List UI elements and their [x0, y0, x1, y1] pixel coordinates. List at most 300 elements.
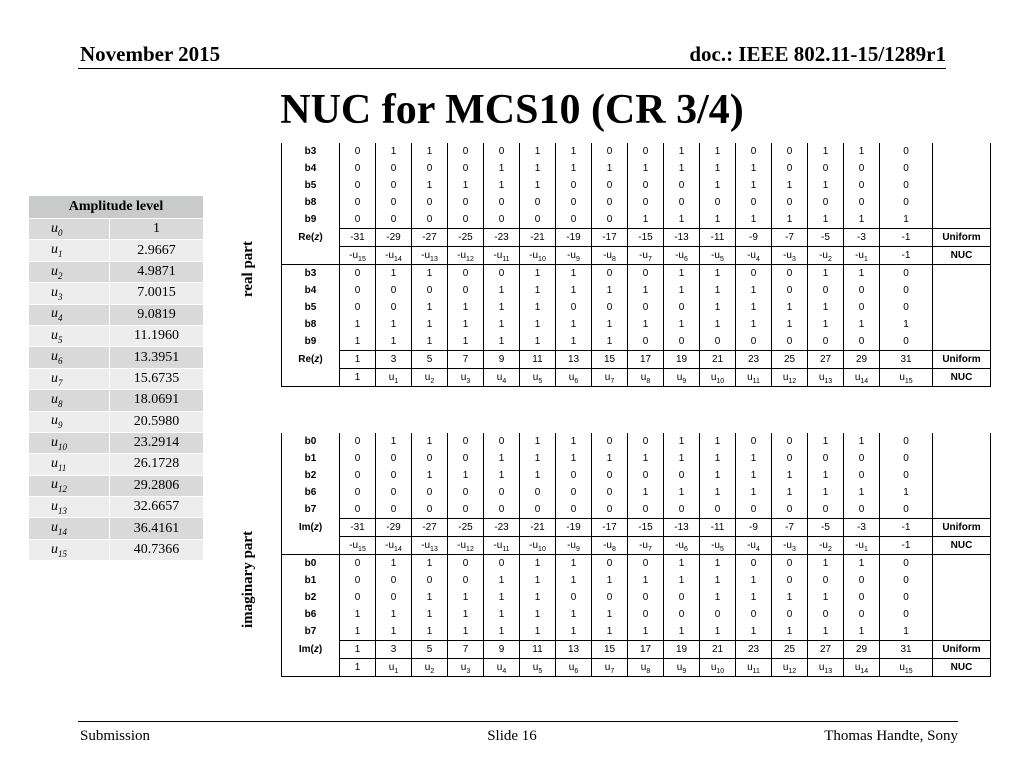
uniform-value: 9 — [484, 351, 520, 369]
bit-value: 0 — [448, 501, 484, 519]
amplitude-symbol-index: 7 — [58, 377, 63, 388]
bit-value: 1 — [520, 467, 556, 484]
label-close: ) — [318, 522, 323, 533]
nuc-index: 8 — [612, 546, 616, 553]
nuc-index: 14 — [860, 668, 869, 675]
nuc-index: 11 — [502, 256, 510, 263]
nuc-value — [700, 369, 736, 387]
uniform-value: 13 — [556, 351, 592, 369]
nuc-index: 15 — [904, 668, 913, 675]
bit-value: 1 — [556, 160, 592, 177]
bit-value: 1 — [664, 211, 700, 229]
bit-value: 1 — [844, 623, 880, 641]
bit-value: 0 — [880, 433, 933, 450]
extra-cell — [933, 572, 991, 589]
bit-value: 0 — [340, 299, 376, 316]
bit-value: 0 — [340, 211, 376, 229]
uniform-value: -21 — [520, 519, 556, 537]
bit-value: 1 — [772, 211, 808, 229]
footer-author: Thomas Handte, Sony — [824, 728, 958, 744]
uniform-value: -31 — [340, 229, 376, 247]
uniform-row — [282, 351, 991, 369]
bit-value: 0 — [592, 501, 628, 519]
bit-value: 1 — [880, 484, 933, 501]
bit-value: 0 — [340, 484, 376, 501]
amplitude-symbol-base: u — [51, 349, 58, 365]
label-close: ) — [318, 644, 323, 655]
bit-value: 1 — [736, 177, 772, 194]
bit-value: 0 — [628, 606, 664, 623]
bit-value: 0 — [808, 282, 844, 299]
nuc-symbol: -u — [567, 250, 576, 261]
nuc-value — [592, 537, 628, 555]
row-label — [282, 229, 340, 247]
bit-value: 0 — [484, 501, 520, 519]
bit-value: 0 — [880, 501, 933, 519]
amplitude-symbol — [29, 454, 110, 475]
bit-value: 1 — [448, 589, 484, 606]
nuc-index: 2 — [430, 668, 435, 675]
bit-value: 0 — [592, 484, 628, 501]
uniform-value: 31 — [880, 351, 933, 369]
bit-name: b5 — [282, 299, 340, 316]
extra-cell — [933, 450, 991, 467]
amplitude-symbol — [29, 261, 110, 282]
amplitude-symbol — [29, 539, 110, 560]
extra-cell — [933, 623, 991, 641]
amplitude-row — [29, 497, 204, 518]
amplitude-value: 20.5980 — [110, 411, 204, 432]
uniform-value: 27 — [808, 641, 844, 659]
bit-value: 1 — [376, 316, 412, 333]
bit-value: 1 — [448, 316, 484, 333]
nuc-index: 6 — [684, 546, 688, 553]
bit-value: 1 — [664, 484, 700, 501]
bit-value: 0 — [736, 555, 772, 573]
label-close: ) — [319, 232, 323, 243]
nuc-tag: NUC — [933, 659, 991, 677]
nuc-index: 15 — [358, 256, 366, 263]
amplitude-row — [29, 454, 204, 475]
uniform-tag: Uniform — [933, 519, 991, 537]
nuc-index: 10 — [538, 256, 546, 263]
nuc-row — [282, 659, 991, 677]
amplitude-symbol — [29, 325, 110, 346]
bit-row — [282, 316, 991, 333]
amplitude-row — [29, 368, 204, 389]
bit-value: 1 — [340, 606, 376, 623]
nuc-value — [412, 537, 448, 555]
bit-value: 0 — [340, 433, 376, 450]
bit-value: 0 — [628, 194, 664, 211]
header-divider — [78, 68, 946, 69]
amplitude-symbol-index: 2 — [58, 270, 63, 281]
bit-value: 1 — [880, 316, 933, 333]
uniform-value: -7 — [772, 519, 808, 537]
bit-value: 1 — [484, 450, 520, 467]
amplitude-header: Amplitude level — [29, 196, 204, 219]
amplitude-row — [29, 432, 204, 453]
amplitude-symbol-base: u — [51, 413, 58, 429]
nuc-value — [664, 537, 700, 555]
bit-value: 0 — [628, 555, 664, 573]
nuc-index: 6 — [684, 256, 688, 263]
uniform-value: -3 — [844, 519, 880, 537]
nuc-value — [340, 247, 376, 265]
nuc-value — [484, 247, 520, 265]
bit-row — [282, 572, 991, 589]
amplitude-level-table — [28, 195, 204, 561]
bit-value: 1 — [844, 433, 880, 450]
uniform-value: 23 — [736, 641, 772, 659]
uniform-value: 23 — [736, 351, 772, 369]
uniform-value: 27 — [808, 351, 844, 369]
bit-value: 0 — [340, 501, 376, 519]
label-prefix: Im( — [298, 522, 314, 533]
nuc-symbol: u — [424, 372, 431, 383]
nuc-value — [700, 247, 736, 265]
bit-value: 0 — [844, 333, 880, 351]
bit-value: 1 — [484, 606, 520, 623]
nuc-index: 4 — [502, 668, 507, 675]
bit-value: 0 — [376, 194, 412, 211]
bit-value: 0 — [736, 433, 772, 450]
nuc-value — [520, 537, 556, 555]
bit-value: 1 — [844, 555, 880, 573]
uniform-value: 3 — [376, 351, 412, 369]
nuc-index: 2 — [828, 546, 832, 553]
bit-value: 1 — [556, 572, 592, 589]
bit-value: 0 — [844, 572, 880, 589]
bit-value: 1 — [772, 484, 808, 501]
nuc-symbol: u — [782, 372, 789, 383]
amplitude-symbol — [29, 518, 110, 539]
amplitude-symbol-index: 11 — [58, 462, 67, 473]
amplitude-symbol-index: 3 — [58, 291, 63, 302]
nuc-value — [808, 537, 844, 555]
bit-value: 1 — [592, 316, 628, 333]
bit-row — [282, 555, 991, 573]
nuc-symbol: u — [899, 372, 905, 383]
bit-name: b6 — [282, 484, 340, 501]
bit-value: 0 — [592, 177, 628, 194]
amplitude-row — [29, 539, 204, 560]
bit-value: 0 — [772, 333, 808, 351]
amplitude-symbol — [29, 368, 110, 389]
bit-value: 1 — [592, 623, 628, 641]
bit-value: 0 — [376, 589, 412, 606]
amplitude-row — [29, 283, 204, 304]
bit-value: 0 — [592, 265, 628, 283]
bit-value: 0 — [556, 299, 592, 316]
amplitude-symbol — [29, 432, 110, 453]
nuc-symbol: -u — [457, 540, 467, 551]
bit-value: 0 — [556, 211, 592, 229]
nuc-value — [772, 659, 808, 677]
uniform-value: -13 — [664, 519, 700, 537]
nuc-value — [628, 537, 664, 555]
nuc-index: 8 — [612, 256, 616, 263]
bit-value: 1 — [700, 467, 736, 484]
uniform-tag: Uniform — [933, 351, 991, 369]
nuc-index: 8 — [646, 378, 651, 385]
amplitude-symbol-base: u — [51, 220, 58, 236]
bit-value: 0 — [700, 606, 736, 623]
nuc-symbol: -u — [783, 250, 792, 261]
uniform-value: 7 — [448, 641, 484, 659]
nuc-symbol: u — [496, 662, 503, 673]
bit-value: 1 — [700, 450, 736, 467]
uniform-value: -11 — [700, 519, 736, 537]
bit-value: 0 — [880, 450, 933, 467]
bit-name: b2 — [282, 467, 340, 484]
bit-value: 1 — [880, 211, 933, 229]
nuc-value — [808, 659, 844, 677]
uniform-value: 19 — [664, 641, 700, 659]
bit-value: 0 — [736, 333, 772, 351]
nuc-index: 6 — [574, 378, 579, 385]
bit-value: 0 — [520, 194, 556, 211]
uniform-value: 13 — [556, 641, 592, 659]
nuc-symbol: u — [676, 662, 683, 673]
nuc-symbol: -u — [349, 540, 359, 551]
amplitude-symbol — [29, 219, 110, 240]
bit-name: b7 — [282, 501, 340, 519]
bit-name: b1 — [282, 450, 340, 467]
bit-name: b8 — [282, 194, 340, 211]
nuc-symbol: u — [604, 372, 611, 383]
amplitude-symbol-base: u — [51, 306, 58, 322]
bit-value: 1 — [808, 433, 844, 450]
bit-value: 1 — [484, 623, 520, 641]
uniform-value: -29 — [376, 519, 412, 537]
uniform-value: -15 — [628, 229, 664, 247]
bit-value: 1 — [556, 433, 592, 450]
bit-value: 1 — [628, 160, 664, 177]
imaginary-part-label: imaginary part — [240, 530, 256, 628]
nuc-symbol: u — [747, 662, 753, 673]
bit-value: 1 — [664, 555, 700, 573]
bit-value: 1 — [484, 589, 520, 606]
bit-value: 1 — [556, 333, 592, 351]
uniform-value: -25 — [448, 229, 484, 247]
bit-row — [282, 265, 991, 283]
bit-row — [282, 194, 991, 211]
bit-value: 0 — [376, 177, 412, 194]
bit-value: 0 — [772, 555, 808, 573]
bit-value: 0 — [340, 572, 376, 589]
bit-row — [282, 589, 991, 606]
bit-value: 0 — [844, 160, 880, 177]
bit-value: 1 — [664, 282, 700, 299]
uniform-value: 1 — [340, 641, 376, 659]
nuc-index: 10 — [716, 668, 725, 675]
bit-name: b3 — [282, 143, 340, 160]
extra-cell — [933, 333, 991, 351]
amplitude-symbol-base: u — [51, 434, 58, 450]
bit-value: 1 — [484, 333, 520, 351]
bit-value: 0 — [448, 572, 484, 589]
nuc-symbol: -u — [385, 250, 395, 261]
header-date: November 2015 — [80, 42, 221, 66]
bit-value: 1 — [484, 282, 520, 299]
nuc-value — [808, 369, 844, 387]
bit-value: 1 — [700, 589, 736, 606]
uniform-value: 5 — [412, 641, 448, 659]
bit-value: 0 — [592, 555, 628, 573]
bit-value: 1 — [592, 572, 628, 589]
amplitude-symbol — [29, 240, 110, 261]
bit-value: 0 — [844, 467, 880, 484]
nuc-symbol: -u — [855, 250, 864, 261]
amplitude-symbol-index: 4 — [58, 313, 63, 324]
bit-value: 1 — [412, 177, 448, 194]
bit-value: 0 — [484, 433, 520, 450]
amplitude-row — [29, 411, 204, 432]
bit-value: 1 — [412, 467, 448, 484]
uniform-value: -1 — [880, 229, 933, 247]
bit-value: 0 — [808, 160, 844, 177]
bit-row — [282, 143, 991, 160]
nuc-index: 3 — [466, 378, 471, 385]
extra-cell — [933, 555, 991, 573]
bit-value: 0 — [808, 450, 844, 467]
bit-value: 1 — [484, 572, 520, 589]
bit-value: 1 — [448, 299, 484, 316]
bit-value: 0 — [628, 177, 664, 194]
amplitude-value: 4.9871 — [110, 261, 204, 282]
bit-value: 1 — [592, 282, 628, 299]
bit-value: 1 — [700, 211, 736, 229]
nuc-index: 4 — [502, 378, 507, 385]
amplitude-row — [29, 240, 204, 261]
bit-value: 1 — [664, 572, 700, 589]
amplitude-symbol-index: 12 — [58, 484, 67, 495]
bit-name: b5 — [282, 177, 340, 194]
bit-value: 0 — [376, 299, 412, 316]
bit-value: 0 — [340, 555, 376, 573]
uniform-row — [282, 519, 991, 537]
bit-value: 1 — [484, 177, 520, 194]
bit-value: 0 — [340, 450, 376, 467]
uniform-value: 5 — [412, 351, 448, 369]
bit-value: 1 — [448, 333, 484, 351]
bit-value: 0 — [484, 484, 520, 501]
nuc-value — [556, 369, 592, 387]
bit-value: 1 — [520, 299, 556, 316]
nuc-symbol: -u — [639, 540, 648, 551]
uniform-value: 11 — [520, 641, 556, 659]
bit-value: 1 — [556, 143, 592, 160]
bit-value: 1 — [664, 316, 700, 333]
nuc-symbol: -u — [855, 540, 864, 551]
imaginary-part-table — [281, 433, 991, 677]
nuc-value — [628, 369, 664, 387]
nuc-value — [412, 369, 448, 387]
nuc-value — [412, 247, 448, 265]
row-label — [282, 519, 340, 537]
bit-value: 0 — [844, 194, 880, 211]
bit-value: 0 — [448, 143, 484, 160]
amplitude-symbol-base: u — [51, 327, 58, 343]
bit-value: 1 — [520, 143, 556, 160]
bit-row — [282, 484, 991, 501]
bit-value: 1 — [448, 606, 484, 623]
bit-value: 0 — [520, 211, 556, 229]
extra-cell — [933, 433, 991, 450]
label-z: z — [314, 354, 320, 365]
bit-value: 1 — [592, 450, 628, 467]
bit-value: 1 — [520, 333, 556, 351]
bit-name: b9 — [282, 211, 340, 229]
nuc-value — [664, 659, 700, 677]
bit-value: 0 — [844, 282, 880, 299]
nuc-symbol: u — [424, 662, 431, 673]
bit-value: 1 — [592, 606, 628, 623]
uniform-value: -21 — [520, 229, 556, 247]
nuc-row — [282, 369, 991, 387]
amplitude-value: 13.3951 — [110, 347, 204, 368]
bit-value: 1 — [808, 316, 844, 333]
bit-value: 0 — [772, 606, 808, 623]
nuc-value — [736, 369, 772, 387]
bit-value: 0 — [628, 299, 664, 316]
bit-value: 0 — [340, 177, 376, 194]
bit-value: 1 — [700, 299, 736, 316]
nuc-index: 1 — [394, 378, 399, 385]
uniform-value: -9 — [736, 519, 772, 537]
nuc-value — [628, 659, 664, 677]
extra-cell — [933, 160, 991, 177]
nuc-value: 1 — [340, 369, 376, 387]
bit-value: 0 — [628, 501, 664, 519]
bit-value: 1 — [808, 484, 844, 501]
bit-value: 1 — [520, 589, 556, 606]
bit-value: 0 — [412, 501, 448, 519]
amplitude-row — [29, 261, 204, 282]
bit-value: 1 — [844, 143, 880, 160]
bit-name: b3 — [282, 265, 340, 283]
nuc-index: 1 — [864, 256, 868, 263]
bit-value: 1 — [736, 589, 772, 606]
bit-value: 0 — [448, 265, 484, 283]
nuc-index: 5 — [538, 378, 543, 385]
nuc-symbol: u — [640, 662, 647, 673]
nuc-value — [736, 537, 772, 555]
bit-row — [282, 606, 991, 623]
bit-value: 1 — [772, 177, 808, 194]
amplitude-row — [29, 219, 204, 240]
extra-cell — [933, 589, 991, 606]
bit-value: 1 — [376, 555, 412, 573]
nuc-symbol: u — [388, 372, 395, 383]
amplitude-symbol-index: 0 — [58, 227, 63, 238]
extra-cell — [933, 316, 991, 333]
bit-value: 0 — [376, 572, 412, 589]
nuc-symbol: u — [460, 372, 467, 383]
nuc-symbol: -u — [783, 540, 792, 551]
nuc-index: 2 — [828, 256, 832, 263]
bit-value: 0 — [520, 501, 556, 519]
bit-value: 0 — [880, 143, 933, 160]
nuc-symbol: -u — [421, 250, 431, 261]
bit-value: 1 — [376, 143, 412, 160]
bit-value: 0 — [772, 194, 808, 211]
amplitude-value: 9.0819 — [110, 304, 204, 325]
label-z: z — [313, 522, 319, 533]
bit-value: 0 — [340, 143, 376, 160]
bit-value: 1 — [520, 282, 556, 299]
